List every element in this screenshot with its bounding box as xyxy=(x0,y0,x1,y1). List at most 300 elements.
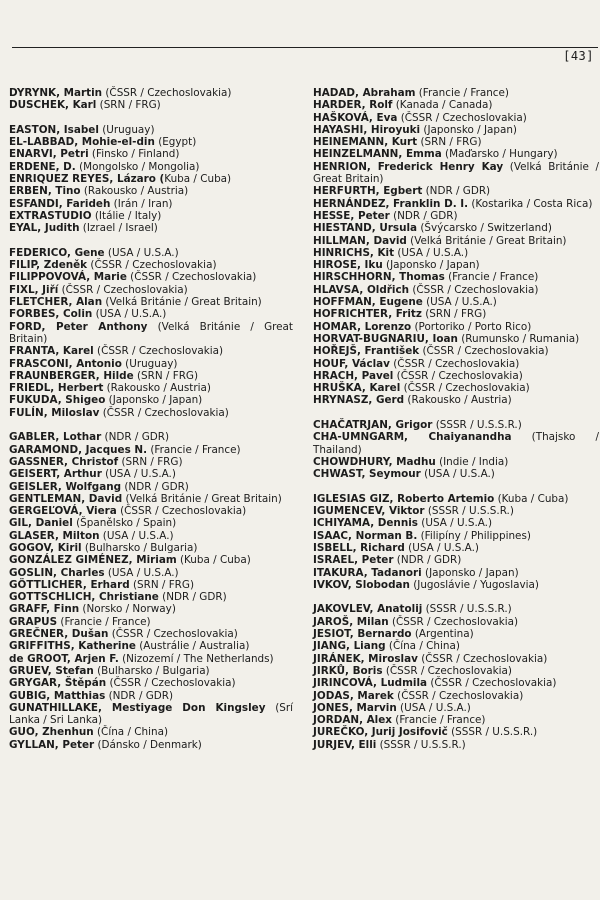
entry-name: FILIP, Zdeněk xyxy=(9,259,88,272)
entry-name: ERDENE, D. xyxy=(9,160,76,173)
page-number: [43] xyxy=(563,49,594,63)
entry-name: ICHIYAMA, Dennis xyxy=(313,517,418,530)
entry-country: (ČSSR / Czechoslovakia) xyxy=(106,677,236,690)
entry-country: (SRN / FRG) xyxy=(417,136,482,149)
index-entry xyxy=(313,530,599,542)
entry-country: (USA / U.S.A.) xyxy=(101,468,176,481)
entry-name: CHWAST, Seymour xyxy=(313,468,421,481)
entry-country: (Japonsko / Japan) xyxy=(105,394,203,407)
entry-country: (USA / U.S.A.) xyxy=(420,468,495,481)
entry-name: HEINZELMANN, Emma xyxy=(313,148,442,161)
entry-country: (USA / U.S.A.) xyxy=(396,701,471,714)
entry-country: (Bulharsko / Bulgaria) xyxy=(93,664,210,677)
entry-country: (SRN / FRG) xyxy=(96,99,161,112)
index-entry xyxy=(313,628,599,640)
entry-name: ENRIQUEZ REYES, Lázaro ( xyxy=(9,173,165,186)
index-entry xyxy=(313,333,599,345)
entry-country: (Indie / India) xyxy=(435,455,509,468)
entry-country: Kuba / Cuba) xyxy=(164,173,232,186)
entry-name: IVKOV, Slobodan xyxy=(313,578,410,591)
entry-name: JIANG, Liang xyxy=(313,640,386,653)
entry-name: ITAKURA, Tadanori xyxy=(313,566,422,579)
index-entry xyxy=(313,382,599,394)
entry-name: JIRKŮ, Boris xyxy=(313,664,383,677)
entry-country: (Nizozemí / The Netherlands) xyxy=(118,652,274,665)
entry-name: GÖTTLICHER, Erhard xyxy=(9,578,130,591)
entry-country: (SRN / FRG) xyxy=(133,369,199,382)
entry-name: GRAFF, Finn xyxy=(9,603,80,616)
entry-name: HAYASHI, Hiroyuki xyxy=(313,123,421,136)
index-entry xyxy=(313,431,599,456)
entry-name: GABLER, Lothar xyxy=(9,431,102,444)
index-entry xyxy=(313,198,599,210)
entry-name: GIL, Daniel xyxy=(9,517,73,530)
entry-country: (Bulharsko / Bulgaria) xyxy=(81,541,198,554)
entry-country: (Thajsko / Thailand) xyxy=(313,431,599,456)
entry-name: CHAČATRJAN, Grigor xyxy=(313,419,433,432)
entry-country: (ČSSR / Czechoslovakia) xyxy=(382,664,512,677)
entry-name: HIRSCHHORN, Thomas xyxy=(313,271,445,284)
entry-country: (Velká Británie / Great Britain) xyxy=(406,234,567,247)
entry-country: (Kostarika / Costa Rica) xyxy=(468,197,593,210)
index-entry xyxy=(313,210,599,222)
index-entry xyxy=(313,493,599,505)
index-entry xyxy=(313,148,599,160)
entry-country: (Kuba / Cuba) xyxy=(494,492,569,505)
index-entry xyxy=(313,124,599,136)
entry-name: GUO, Zhenhun xyxy=(9,726,94,739)
entry-name: de GROOT, Arjen F. xyxy=(9,652,119,665)
entry-country: (USA / U.S.A.) xyxy=(422,296,497,309)
entry-name: FEDERICO, Gene xyxy=(9,246,105,259)
entry-name: HIESTAND, Ursula xyxy=(313,222,418,235)
header-rule xyxy=(12,47,598,48)
index-entry xyxy=(9,603,293,615)
entry-country: (Japonsko / Japan) xyxy=(420,123,517,136)
entry-country: (SRN / FRG) xyxy=(129,578,194,591)
index-entry xyxy=(9,382,293,394)
index-entry xyxy=(9,665,293,677)
index-entry xyxy=(313,603,599,615)
index-entry xyxy=(313,99,599,111)
index-entry xyxy=(9,542,293,554)
index-entry xyxy=(9,259,293,271)
entry-name: GUBIG, Matthias xyxy=(9,689,106,702)
entry-country: (NDR / GDR) xyxy=(121,480,189,493)
entry-name: HINRICHS, Kit xyxy=(313,246,395,259)
index-entry xyxy=(313,321,599,333)
entry-country: (ČSSR / Czechoslovakia) xyxy=(126,271,257,284)
entry-country: (ČSSR / Czechoslovakia) xyxy=(388,615,519,628)
letter-group xyxy=(313,87,599,407)
entry-name: ISRAEL, Peter xyxy=(313,554,394,567)
entry-name: CHOWDHURY, Madhu xyxy=(313,455,436,468)
entry-country: (Japonsko / Japan) xyxy=(382,259,480,272)
entry-country: (Norsko / Norway) xyxy=(79,603,176,616)
index-entry xyxy=(9,247,293,259)
letter-group xyxy=(9,124,293,235)
index-entry xyxy=(9,173,293,185)
index-entry xyxy=(313,235,599,247)
entry-country: (ČSSR / Czechoslovakia) xyxy=(102,87,232,99)
entry-name: IGLESIAS GIZ, Roberto Artemio xyxy=(313,492,495,505)
index-entry xyxy=(9,321,293,346)
entry-name: GRIFFITHS, Katherine xyxy=(9,640,136,653)
entry-name: GUNATHILLAKE, Mestiyage Don Kingsley xyxy=(9,701,266,714)
index-entry xyxy=(9,640,293,652)
index-entry xyxy=(9,222,293,234)
entry-country: (Francie / France) xyxy=(391,714,486,727)
index-entry xyxy=(9,185,293,197)
entry-name: JIRÁNEK, Miroslav xyxy=(313,652,418,665)
entry-country: (ČSSR / Czechoslovakia) xyxy=(409,283,539,296)
entry-name: HEINEMANN, Kurt xyxy=(313,136,418,149)
entry-name: HOFFMAN, Eugene xyxy=(313,296,423,309)
index-entry xyxy=(9,394,293,406)
entry-country: (Švýcarsko / Switzerland) xyxy=(417,222,552,235)
index-entry xyxy=(9,148,293,160)
index-entry xyxy=(9,481,293,493)
entry-name: JONES, Marvin xyxy=(313,701,397,714)
index-entry xyxy=(9,726,293,738)
entry-country: (Francie / France) xyxy=(57,615,151,628)
index-entry xyxy=(313,247,599,259)
entry-name: HERFURTH, Egbert xyxy=(313,185,423,198)
letter-group xyxy=(313,419,599,480)
entry-name: EYAL, Judith xyxy=(9,222,80,235)
entry-name: FILIPPOVOVÁ, Marie xyxy=(9,271,127,284)
entry-name: HESSE, Peter xyxy=(313,209,390,222)
entry-name: JORDAN, Alex xyxy=(313,714,392,727)
index-entry xyxy=(313,665,599,677)
entry-name: FRASCONI, Antonio xyxy=(9,357,122,370)
entry-country: (Čína / China) xyxy=(93,726,168,739)
entry-name: HIROSE, Iku xyxy=(313,259,383,272)
index-entry xyxy=(9,308,293,320)
entry-country: (Portoriko / Porto Rico) xyxy=(411,320,532,333)
entry-name: FULÍN, Miloslav xyxy=(9,406,100,419)
entry-country: (Srí Lanka / Sri Lanka) xyxy=(9,701,293,727)
entry-country: (SRN / FRG) xyxy=(421,308,487,321)
entry-country: (Mongolsko / Mongolia) xyxy=(75,160,200,173)
index-entry xyxy=(313,542,599,554)
index-entry xyxy=(9,628,293,640)
entry-name: GRYGAR, Štěpán xyxy=(9,677,107,690)
entry-country: (SSSR / U.S.S.R.) xyxy=(376,738,466,751)
entry-country: (SSSR / U.S.S.R.) xyxy=(432,419,522,432)
entry-name: GENTLEMAN, David xyxy=(9,492,123,505)
entry-country: (Velká Británie / Great Britain) xyxy=(122,492,282,505)
entry-country: (ČSSR / Czechoslovakia) xyxy=(397,111,527,124)
entry-name: JAKOVLEV, Anatolij xyxy=(313,603,423,616)
letter-group xyxy=(9,431,293,751)
index-entry xyxy=(313,185,599,197)
entry-name: GEISERT, Arthur xyxy=(9,468,102,481)
entry-country: (ČSSR / Czechoslovakia) xyxy=(58,283,188,296)
entry-name: HAŠKOVÁ, Eva xyxy=(313,111,398,124)
letter-group xyxy=(9,247,293,419)
entry-country: (ČSSR / Czechoslovakia) xyxy=(116,505,247,518)
entry-name: GASSNER, Christof xyxy=(9,455,119,468)
entry-name: GOGOV, Kiril xyxy=(9,541,82,554)
index-entry xyxy=(9,493,293,505)
entry-name: HOMAR, Lorenzo xyxy=(313,320,412,333)
entry-country: (NDR / GDR) xyxy=(105,689,174,702)
entry-name: JESIOT, Bernardo xyxy=(313,628,412,641)
index-entry xyxy=(313,640,599,652)
index-entry xyxy=(313,456,599,468)
entry-country: (Austrálie / Australia) xyxy=(135,640,250,653)
index-entry xyxy=(9,505,293,517)
entry-country: (ČSSR / Czechoslovakia) xyxy=(87,259,217,272)
index-entry xyxy=(313,616,599,628)
entry-name: HILLMAN, David xyxy=(313,234,407,247)
index-entry xyxy=(313,112,599,124)
index-entry xyxy=(9,739,293,751)
entry-country: (Kanada / Canada) xyxy=(392,99,493,112)
entry-name: HOŘEJŠ, František xyxy=(313,345,420,358)
index-entry xyxy=(313,284,599,296)
entry-name: CHA-UMNGARM, Chaiyanandha xyxy=(313,431,512,444)
index-entry xyxy=(313,308,599,320)
entry-name: HORVAT-BUGNARIU, Ioan xyxy=(313,332,458,345)
entry-name: HLAVSA, Oldřich xyxy=(313,283,410,296)
index-entry xyxy=(9,579,293,591)
entry-country: (Francie / France) xyxy=(147,443,241,456)
entry-country: (ČSSR / Czechoslovakia) xyxy=(400,382,530,395)
entry-country: (ČSSR / Czechoslovakia) xyxy=(389,357,520,370)
index-entry xyxy=(9,677,293,689)
entry-country: (Čína / China) xyxy=(385,640,460,653)
entry-country: (Velká Británie / Great Britain) xyxy=(313,160,599,186)
entry-name: HADAD, Abraham xyxy=(313,87,416,99)
entry-name: ESFANDI, Farideh xyxy=(9,197,111,210)
entry-country: (SSSR / U.S.S.R.) xyxy=(422,603,512,616)
index-entry xyxy=(9,530,293,542)
entry-country: (NDR / GDR) xyxy=(422,185,491,198)
entry-name: JODAS, Marek xyxy=(313,689,394,702)
index-entry xyxy=(313,690,599,702)
right-column xyxy=(313,87,599,763)
index-entry xyxy=(313,567,599,579)
entry-name: FORD, Peter Anthony xyxy=(9,320,148,333)
letter-group xyxy=(9,87,293,112)
index-entry xyxy=(313,136,599,148)
entry-name: JUREČKO, Jurij Josifovič xyxy=(313,726,448,739)
entry-country: (USA / U.S.A.) xyxy=(92,308,167,321)
entry-name: HOUF, Václav xyxy=(313,357,390,370)
entry-country: (USA / U.S.A.) xyxy=(404,541,479,554)
index-entry xyxy=(313,653,599,665)
entry-country: (Filipíny / Philippines) xyxy=(417,529,531,542)
index-entry xyxy=(9,124,293,136)
entry-country: (ČSSR / Czechoslovakia) xyxy=(427,677,557,690)
entry-name: FUKUDA, Shigeo xyxy=(9,394,106,407)
index-entry xyxy=(9,296,293,308)
index-entry xyxy=(9,591,293,603)
entry-name: HARDER, Rolf xyxy=(313,99,393,112)
index-entry xyxy=(9,468,293,480)
entry-name: EXTRASTUDIO xyxy=(9,209,92,222)
entry-country: (Uruguay) xyxy=(98,123,155,136)
index-entry xyxy=(9,345,293,357)
index-entry xyxy=(313,677,599,689)
entry-name: HENRION, Frederick Henry Kay xyxy=(313,160,504,173)
entry-country: (ČSSR / Czechoslovakia) xyxy=(417,652,548,665)
entry-country: (USA / U.S.A.) xyxy=(104,566,179,579)
entry-name: EASTON, Isabel xyxy=(9,123,99,136)
index-entry xyxy=(9,616,293,628)
index-entry xyxy=(9,161,293,173)
entry-name: GYLLAN, Peter xyxy=(9,738,95,751)
index-entry xyxy=(9,99,293,111)
entry-country: (Francie / France) xyxy=(444,271,539,284)
entry-country: (Rakousko / Austria) xyxy=(80,185,189,198)
entry-name: GRUEV, Stefan xyxy=(9,664,94,677)
index-entry xyxy=(313,222,599,234)
entry-country: (Finsko / Finland) xyxy=(88,148,180,161)
letter-group xyxy=(313,603,599,751)
index-entry xyxy=(313,87,599,99)
entry-country: (Argentina) xyxy=(411,628,474,641)
index-entry xyxy=(9,517,293,529)
entry-country: (ČSSR / Czechoslovakia) xyxy=(419,345,549,358)
entry-country: (Velká Británie / Great Britain) xyxy=(9,320,294,345)
index-entry xyxy=(9,370,293,382)
entry-country: (ČSSR / Czechoslovakia) xyxy=(108,628,238,641)
entry-name: FRAUNBERGER, Hilde xyxy=(9,369,134,382)
entry-country: (Rakousko / Austria) xyxy=(103,382,211,395)
entry-name: HERNÁNDEZ, Franklin D. I. xyxy=(313,197,469,210)
entry-country: (Rumunsko / Rumania) xyxy=(457,332,580,345)
index-entry xyxy=(313,468,599,480)
entry-country: (Kuba / Cuba) xyxy=(176,554,251,567)
index-entry xyxy=(9,431,293,443)
entry-country: (SRN / FRG) xyxy=(118,455,183,468)
entry-country: (Japonsko / Japan) xyxy=(421,566,519,579)
entry-country: (USA / U.S.A.) xyxy=(104,246,179,259)
entry-country: (Izrael / Israel) xyxy=(79,222,158,235)
index-entry xyxy=(313,296,599,308)
index-entry xyxy=(9,284,293,296)
entry-name: JAROŠ, Milan xyxy=(313,615,389,628)
index-entry xyxy=(313,517,599,529)
entry-country: (Francie / France) xyxy=(415,87,509,99)
entry-country: (Dánsko / Denmark) xyxy=(94,738,202,751)
entry-name: FRIEDL, Herbert xyxy=(9,382,104,395)
index-entry xyxy=(9,358,293,370)
entry-country: (Egypt) xyxy=(154,136,197,149)
entry-name: ENARVI, Petri xyxy=(9,148,89,161)
index-entry xyxy=(313,714,599,726)
entry-country: (Uruguay) xyxy=(121,357,178,370)
entry-country: (Velká Británie / Great Britain) xyxy=(102,296,262,309)
entry-country: (Rakousko / Austria) xyxy=(404,394,512,407)
entry-country: (NDR / GDR) xyxy=(393,554,462,567)
entry-country: (ČSSR / Czechoslovakia) xyxy=(99,406,229,419)
entry-name: GOTTSCHLICH, Christiane xyxy=(9,591,159,604)
index-entry xyxy=(313,271,599,283)
entry-name: GERGEĽOVÁ, Viera xyxy=(9,505,117,518)
entry-name: ISBELL, Richard xyxy=(313,541,405,554)
entry-name: GOSLIN, Charles xyxy=(9,566,105,579)
entry-country: (SSSR / U.S.S.R.) xyxy=(424,505,514,518)
entry-name: HOFRICHTER, Fritz xyxy=(313,308,422,321)
index-entry xyxy=(9,653,293,665)
entry-name: GRAPUS xyxy=(9,615,58,628)
index-entry xyxy=(313,739,599,751)
entry-country: (USA / U.S.A.) xyxy=(394,246,469,259)
entry-name: DUSCHEK, Karl xyxy=(9,99,97,112)
index-entry xyxy=(9,702,293,727)
entry-country: (Irán / Iran) xyxy=(110,197,173,210)
index-entry xyxy=(9,690,293,702)
entry-name: JURJEV, Elli xyxy=(313,738,377,751)
entry-country: (USA / U.S.A.) xyxy=(99,529,174,542)
entry-name: ERBEN, Tino xyxy=(9,185,81,198)
entry-country: (ČSSR / Czechoslovakia) xyxy=(393,689,524,702)
entry-name: ISAAC, Norman B. xyxy=(313,529,418,542)
entry-name: GARAMOND, Jacques N. xyxy=(9,443,148,456)
index-entry xyxy=(313,358,599,370)
index-entry xyxy=(9,271,293,283)
index-entry xyxy=(9,567,293,579)
index-entry xyxy=(9,210,293,222)
entry-name: HRUŠKA, Karel xyxy=(313,382,401,395)
index-entry xyxy=(313,259,599,271)
index-entry xyxy=(9,456,293,468)
index-entry xyxy=(9,136,293,148)
index-entry xyxy=(9,407,293,419)
left-column xyxy=(9,87,293,763)
entry-name: HRACH, Pavel xyxy=(313,369,394,382)
entry-name: FRANTA, Karel xyxy=(9,345,94,358)
index-entry xyxy=(9,444,293,456)
entry-name: DYRYNK, Martin xyxy=(9,87,103,99)
entry-country: (Španělsko / Spain) xyxy=(72,517,177,530)
entry-country: (SSSR / U.S.S.R.) xyxy=(447,726,538,739)
index-entry xyxy=(313,554,599,566)
entry-country: (ČSSR / Czechoslovakia) xyxy=(93,345,224,358)
index-entry xyxy=(313,161,599,186)
index-entry xyxy=(313,370,599,382)
index-entry xyxy=(9,198,293,210)
entry-name: FLETCHER, Alan xyxy=(9,296,103,309)
entry-country: (ČSSR / Czechoslovakia) xyxy=(393,369,523,382)
entry-country: (NDR / GDR) xyxy=(158,591,227,604)
entry-country: (Maďarsko / Hungary) xyxy=(441,148,558,161)
index-entry xyxy=(9,87,293,99)
entry-name: GLASER, Milton xyxy=(9,529,100,542)
entry-name: FORBES, Colin xyxy=(9,308,93,321)
entry-name: IGUMENCEV, Viktor xyxy=(313,505,425,518)
letter-group xyxy=(313,493,599,591)
entry-name: FIXL, Jiří xyxy=(9,283,59,296)
entry-country: (USA / U.S.A.) xyxy=(417,517,493,530)
index-entry xyxy=(313,419,599,431)
index-entry xyxy=(313,505,599,517)
index-entry xyxy=(313,579,599,591)
index-entry xyxy=(313,726,599,738)
entry-country: (NDR / GDR) xyxy=(389,209,458,222)
entry-country: (NDR / GDR) xyxy=(101,431,170,444)
index-entry xyxy=(313,394,599,406)
index-entry xyxy=(9,554,293,566)
entry-name: GREČNER, Dušan xyxy=(9,628,109,641)
entry-country: (Jugoslávie / Yugoslavia) xyxy=(409,578,539,591)
entry-name: JIRINCOVÁ, Ludmila xyxy=(313,677,428,690)
entry-name: GONZÁLEZ GIMÉNEZ, Miriam xyxy=(9,554,177,567)
